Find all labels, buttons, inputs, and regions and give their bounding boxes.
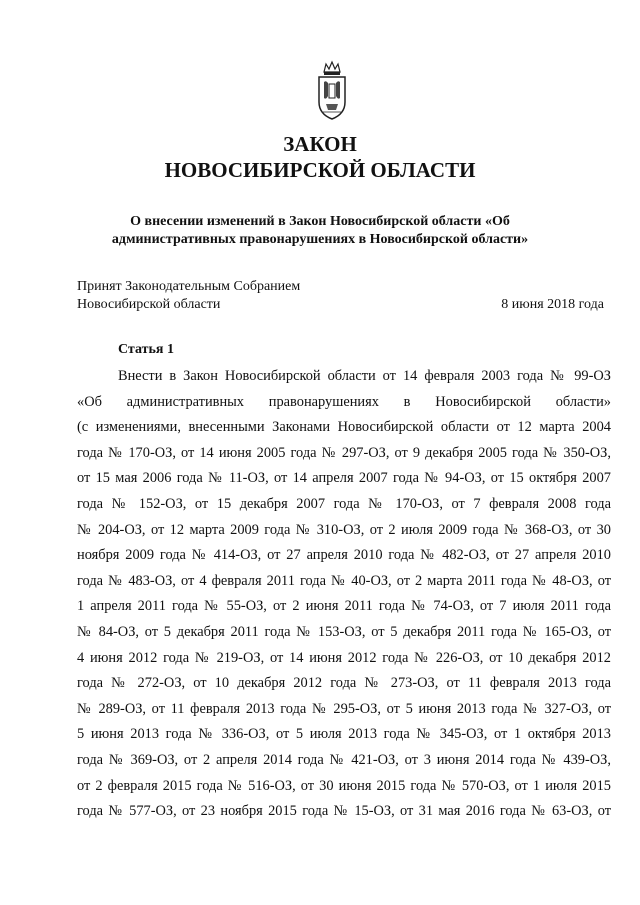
body-line: от 2 февраля 2015 года № 516-ОЗ, от 30 июня 2015 года № 570-ОЗ, от 1 июля 2015: [77, 777, 611, 794]
body-line: года № 483-ОЗ, от 4 февраля 2011 года № 40-ОЗ, от 2 марта 2011 года № 48-ОЗ, от: [77, 572, 611, 589]
body-line: № 289-ОЗ, от 11 февраля 2013 года № 295-ОЗ, от 5 июня 2013 года № 327-ОЗ, от: [77, 700, 611, 717]
body-line: № 84-ОЗ, от 5 декабря 2011 года № 153-ОЗ, от 5 декабря 2011 года № 165-ОЗ, от: [77, 623, 611, 640]
document-title: ЗАКОН: [283, 132, 357, 156]
body-line: года № 369-ОЗ, от 2 апреля 2014 года № 421-ОЗ, от 3 июня 2014 года № 439-ОЗ,: [77, 751, 611, 768]
body-line: года № 272-ОЗ, от 10 декабря 2012 года № 273-ОЗ, от 11 февраля 2013 года: [77, 675, 611, 692]
body-line: «Об административных правонарушениях в Новосибирской области»: [77, 393, 611, 410]
body-line: года № 577-ОЗ, от 23 ноября 2015 года № 15-ОЗ, от 31 мая 2016 года № 63-ОЗ, от: [77, 803, 611, 820]
adopted-by-line2: Новосибирской области: [77, 297, 221, 312]
body-line: года № 170-ОЗ, от 14 июня 2005 года № 297-ОЗ, от 9 декабря 2005 года № 350-ОЗ,: [77, 444, 611, 461]
body-line: года № 152-ОЗ, от 15 декабря 2007 года № 170-ОЗ, от 7 февраля 2008 года: [77, 495, 611, 512]
body-line: (с изменениями, внесенными Законами Новосибирской области от 12 марта 2004: [77, 419, 611, 436]
body-line: ноября 2009 года № 414-ОЗ, от 27 апреля 2010 года № 482-ОЗ, от 27 апреля 2010: [77, 547, 611, 564]
body-line: Внести в Закон Новосибирской области от 14 февраля 2003 года № 99-ОЗ: [118, 368, 611, 384]
document-subtitle: О внесении изменений в Закон Новосибирской области «Об административных правонарушениях в Новосибирской области»: [111, 214, 529, 247]
article-body: [77, 364, 611, 825]
body-line: № 204-ОЗ, от 12 марта 2009 года № 310-ОЗ, от 2 июля 2009 года № 368-ОЗ, от 30: [77, 521, 611, 538]
adopted-by-line1: Принят Законодательным Собранием: [77, 279, 301, 294]
document-title-region: НОВОСИБИРСКОЙ ОБЛАСТИ: [164, 158, 476, 182]
body-line: 1 апреля 2011 года № 55-ОЗ, от 2 июня 2011 года № 74-ОЗ, от 7 июля 2011 года: [77, 598, 611, 615]
body-line: 4 июня 2012 года № 219-ОЗ, от 14 июня 2012 года № 226-ОЗ, от 10 декабря 2012: [77, 649, 611, 666]
article-heading: Статья 1: [118, 342, 174, 357]
body-line: 5 июня 2013 года № 336-ОЗ, от 5 июля 2013 года № 345-ОЗ, от 1 октября 2013: [77, 726, 611, 743]
coat-of-arms-icon: [314, 60, 350, 122]
body-line: от 15 мая 2006 года № 11-ОЗ, от 14 апреля 2007 года № 94-ОЗ, от 15 октября 2007: [77, 470, 611, 487]
adoption-date: 8 июня 2018 года: [501, 297, 604, 312]
